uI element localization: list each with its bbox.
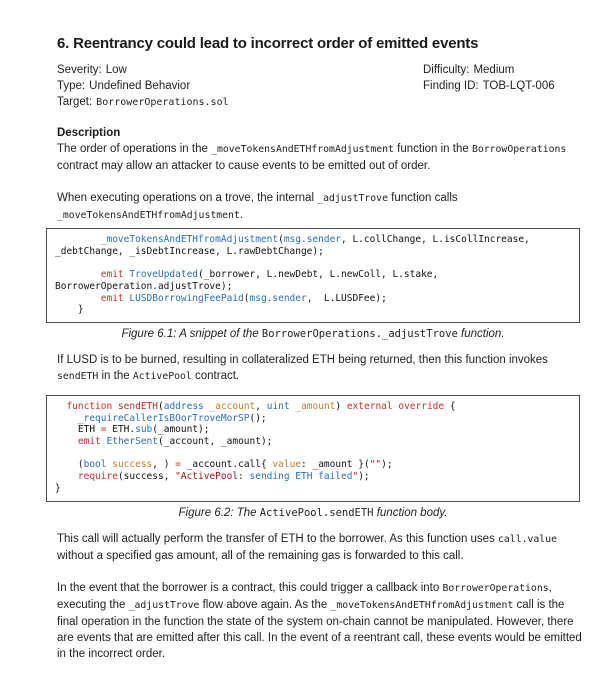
text-segment: emit [77, 436, 101, 448]
text-segment: The order of operations in the [57, 143, 212, 155]
code-line [55, 304, 571, 316]
description-paragraph-3 [57, 352, 585, 385]
text-segment: ( [243, 292, 250, 304]
text-segment: sendETH [57, 370, 99, 382]
meta-finding-id [423, 78, 585, 94]
text-segment: call is the final operation in the function the state of the system on-chain cannot be manipulated. However, there are events that are emitted after this call. In the event of a reentrant call, these events would be emitted in the incorrect order. [57, 598, 586, 660]
text-segment: ( [278, 234, 284, 245]
text-segment: . [239, 209, 244, 221]
text-segment: "ActivePool: [175, 471, 250, 483]
code-line [55, 448, 571, 460]
text-segment: success [112, 459, 153, 471]
text-segment: ( [158, 400, 164, 412]
text-segment: ); [358, 471, 370, 483]
difficulty-label: Difficulty: [423, 64, 470, 76]
text-segment: _account [209, 400, 256, 412]
text-segment: override [398, 400, 445, 412]
text-segment: BorrowerOperation.adjustTrove); [55, 280, 233, 292]
text-segment: , ) [152, 459, 176, 471]
text-segment: require [77, 471, 118, 483]
text-segment: address [163, 400, 204, 412]
figure-6-1-caption [46, 326, 580, 342]
finding-id-value: TOB-LQT-006 [482, 80, 555, 92]
finding-content [57, 35, 585, 662]
text-segment: function in the [393, 143, 472, 155]
text-segment: contract. [191, 369, 240, 382]
meta-type [57, 78, 423, 94]
text-segment: _account.call{ [180, 459, 273, 471]
code-line [55, 483, 571, 495]
text-segment: EtherSent [106, 436, 158, 448]
finding-meta [57, 62, 585, 111]
text-segment: (_account, _amount); [158, 436, 273, 448]
text-segment: ( [55, 459, 84, 471]
text-segment: (); [249, 412, 267, 424]
target-value: BorrowerOperations.sol [96, 97, 229, 108]
text-segment: value [272, 459, 302, 471]
text-segment [55, 413, 78, 424]
text-segment: In the event that the borrower is a contract, this could trigger a callback into [57, 581, 443, 594]
text-segment: "" [369, 459, 382, 471]
text-segment: Figure 6.1: A snippet of the [121, 327, 262, 340]
text-segment [55, 471, 78, 482]
text-segment: BorrowerOperations._adjustTrove [261, 327, 458, 340]
text-segment: function body. [373, 506, 448, 519]
description-heading: Description [57, 127, 121, 139]
text-segment [55, 293, 101, 304]
text-segment [55, 234, 101, 245]
text-segment: (success, [117, 471, 176, 483]
code-line [55, 246, 571, 258]
code-line [55, 269, 571, 281]
text-segment: = [100, 424, 107, 436]
meta-target [57, 94, 423, 111]
text-segment: = [175, 459, 181, 471]
text-segment: If LUSD is to be burned, resulting in collateralized ETH being returned, then this function invokes [57, 353, 552, 366]
text-segment: LUSDBorrowingFeePaid [129, 292, 244, 304]
meta-left-column [57, 62, 423, 111]
text-segment: function calls [387, 192, 461, 204]
text-segment: in the [98, 369, 133, 382]
text-segment: (_borrower, L.newDebt, L.newColl, L.stake, [198, 269, 439, 281]
text-segment: ETH. [106, 424, 136, 436]
meta-severity [57, 62, 423, 78]
text-segment: without a specified gas amount, all of the remaining gas is forwarded to this call. [57, 532, 561, 562]
finding-title: 6. Reentrancy could lead to incorrect order of emitted events [57, 35, 479, 52]
text-segment: _adjustTrove [128, 599, 200, 611]
text-segment: , executing the [57, 581, 556, 611]
text-segment: sendETH [117, 400, 158, 412]
text-segment: BorrowOperations [471, 144, 567, 155]
code-line [55, 413, 571, 425]
text-segment: When executing operations on a trove, the internal [57, 192, 318, 204]
text-segment: } [55, 482, 61, 494]
type-label: Type: [57, 80, 86, 92]
text-segment: , [255, 400, 267, 412]
difficulty-value: Medium [473, 64, 515, 76]
description-paragraph-5 [57, 580, 585, 662]
text-segment [55, 269, 101, 280]
text-segment [55, 401, 66, 412]
type-value: Undefined Behavior [89, 80, 191, 92]
code-line [55, 281, 571, 293]
text-segment: _requireCallerIsBOorTroveMorSP [77, 412, 250, 424]
text-segment: _moveTokensAndETHfromAdjustment [100, 234, 279, 245]
text-segment: : _amount }( [301, 459, 370, 471]
text-segment: " [352, 471, 359, 483]
meta-difficulty [423, 62, 585, 78]
text-segment: contract may allow an attacker to cause events to be emitted out of order. [57, 143, 570, 172]
text-segment: , L.LUSDFee); [306, 292, 387, 304]
text-segment: flow above again. As the [199, 598, 331, 611]
text-segment: Figure 6.2: The [178, 506, 260, 519]
code-line [55, 436, 571, 448]
code-line [55, 401, 571, 413]
text-segment: msg.sender [283, 234, 342, 245]
text-segment: BorrowerOperations [442, 582, 549, 594]
text-segment: ); [381, 459, 393, 471]
text-segment: , L.collChange, L.isCollIncrease, [341, 234, 530, 245]
text-segment: sending ETH failed [249, 471, 353, 483]
text-segment: This call will actually perform the transfer of ETH to the borrower. As this function uses [57, 532, 499, 545]
text-segment: external [346, 400, 393, 412]
text-segment: function [66, 400, 113, 412]
text-segment: _moveTokensAndETHfromAdjustment [211, 144, 394, 155]
text-segment: ActivePool [132, 370, 192, 382]
finding-id-label: Finding ID: [423, 80, 479, 92]
text-segment: sub [135, 424, 153, 436]
text-segment [55, 436, 78, 447]
code-line [55, 459, 571, 471]
meta-right-column [423, 62, 585, 111]
text-segment: _moveTokensAndETHfromAdjustment [57, 210, 240, 221]
text-segment: ) [335, 400, 347, 412]
code-line [55, 234, 571, 246]
severity-label: Severity: [57, 64, 102, 76]
description-paragraph-4 [57, 531, 585, 564]
code-line [55, 293, 571, 305]
text-segment: bool [83, 459, 107, 471]
text-segment: emit [100, 292, 124, 304]
text-segment: uint [266, 400, 290, 412]
text-segment: TroveUpdated [129, 269, 199, 281]
target-label: Target: [57, 96, 93, 108]
text-segment: _moveTokensAndETHfromAdjustment [330, 599, 514, 611]
text-segment: ActivePool.sendETH [259, 506, 374, 519]
text-segment: msg.sender [249, 292, 307, 304]
text-segment: function. [457, 327, 505, 340]
code-line [55, 424, 571, 436]
figure-6-2-caption [46, 505, 580, 521]
text-segment: } [55, 304, 84, 316]
code-snippet-send-eth [46, 395, 580, 502]
text-segment: _debtChange, _isDebtIncrease, L.rawDebtChange); [55, 245, 324, 257]
text-segment: _amount [295, 400, 336, 412]
text-segment: _adjustTrove [317, 193, 388, 204]
description-paragraph-1 [57, 141, 585, 174]
text-segment: call.value [498, 533, 557, 545]
code-line [55, 257, 571, 269]
description-paragraph-2 [57, 190, 585, 224]
severity-value: Low [105, 64, 127, 76]
text-segment: emit [100, 269, 124, 281]
code-snippet-adjust-trove [46, 228, 580, 323]
text-segment: (_amount); [152, 424, 210, 436]
text-segment: ETH [55, 424, 101, 436]
text-segment: { [444, 400, 456, 412]
code-line [55, 471, 571, 483]
